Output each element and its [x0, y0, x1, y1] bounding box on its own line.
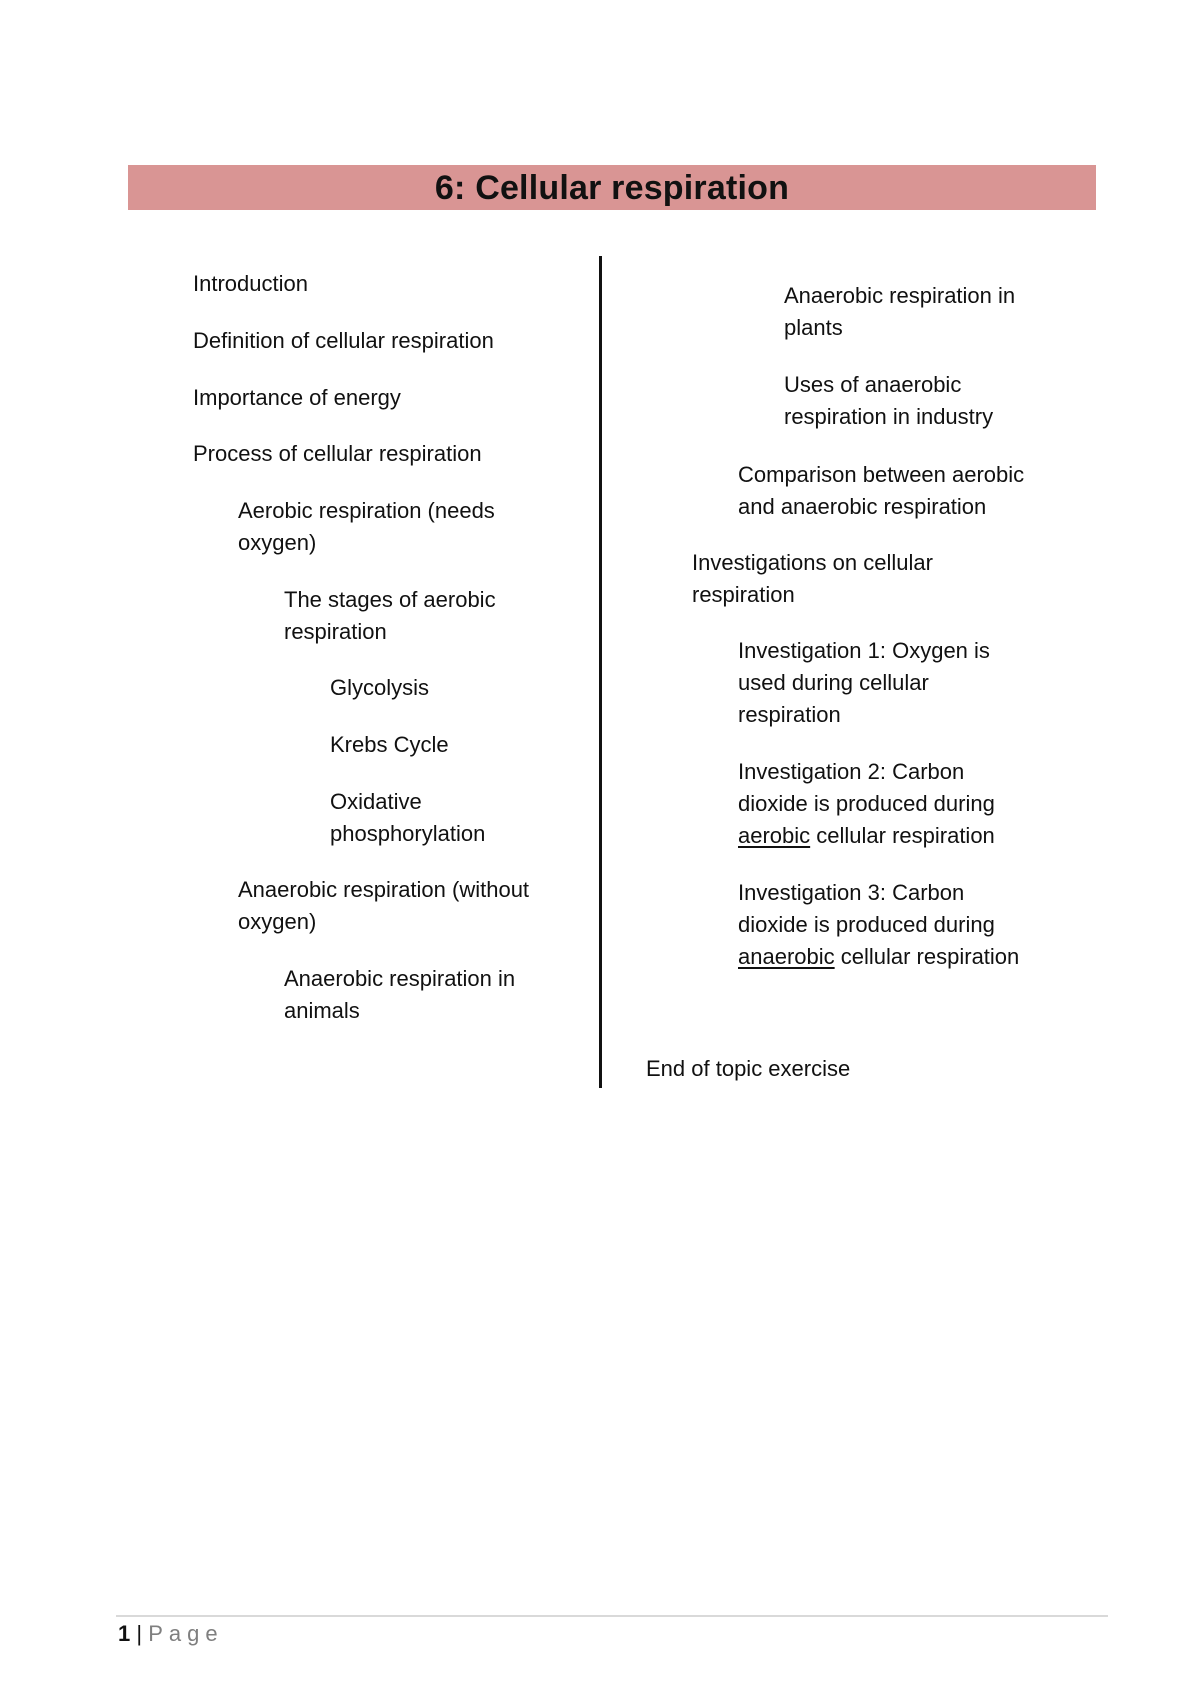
page-title: 6: Cellular respiration: [434, 168, 790, 207]
toc-item-investigation-2[interactable]: Investigation 2: Carbon dioxide is produced during aerobic cellular respiration: [738, 759, 995, 848]
toc-item-anaerobic-respiration[interactable]: Anaerobic respiration (without oxygen): [238, 877, 530, 934]
toc-item-end-of-topic-exercise[interactable]: End of topic exercise: [646, 1056, 851, 1081]
toc-item-process[interactable]: Process of cellular respiration: [193, 441, 482, 466]
toc-item-introduction[interactable]: Introduction: [193, 271, 308, 296]
toc-item-investigations[interactable]: Investigations on cellular respiration: [692, 550, 933, 607]
page-label: Page: [148, 1621, 224, 1646]
title-banner: [128, 165, 1096, 210]
footer-divider: [116, 1615, 1108, 1617]
toc-item-investigation-1[interactable]: Investigation 1: Oxygen is used during cellular respiration: [738, 638, 990, 727]
toc-item-definition[interactable]: Definition of cellular respiration: [193, 328, 494, 353]
underlined-term: aerobic: [738, 823, 811, 848]
toc-item-comparison[interactable]: Comparison between aerobic and anaerobic respiration: [738, 462, 1025, 519]
toc-item-anaerobic-industry[interactable]: Uses of anaerobic respiration in industry: [784, 372, 994, 429]
toc-item-anaerobic-plants[interactable]: Anaerobic respiration in plants: [784, 283, 1016, 340]
footer-separator: |: [136, 1621, 143, 1646]
toc-item-krebs-cycle[interactable]: Krebs Cycle: [330, 732, 449, 757]
toc-item-stages-of-aerobic[interactable]: The stages of aerobic respiration: [284, 587, 496, 644]
toc-item-oxidative-phosphorylation[interactable]: Oxidative phosphorylation: [330, 789, 486, 846]
toc-item-anaerobic-animals[interactable]: Anaerobic respiration in animals: [284, 966, 516, 1023]
underlined-term: anaerobic: [738, 944, 835, 969]
toc-item-aerobic-respiration[interactable]: Aerobic respiration (needs oxygen): [238, 498, 495, 555]
toc-item-investigation-3[interactable]: Investigation 3: Carbon dioxide is produced during anaerobic cellular respiration: [738, 880, 1020, 969]
toc-item-importance-of-energy[interactable]: Importance of energy: [193, 385, 401, 410]
page-number: 1: [118, 1621, 131, 1646]
page-footer: [118, 1620, 224, 1648]
column-divider: [599, 256, 602, 1088]
toc-item-glycolysis[interactable]: Glycolysis: [330, 675, 430, 700]
